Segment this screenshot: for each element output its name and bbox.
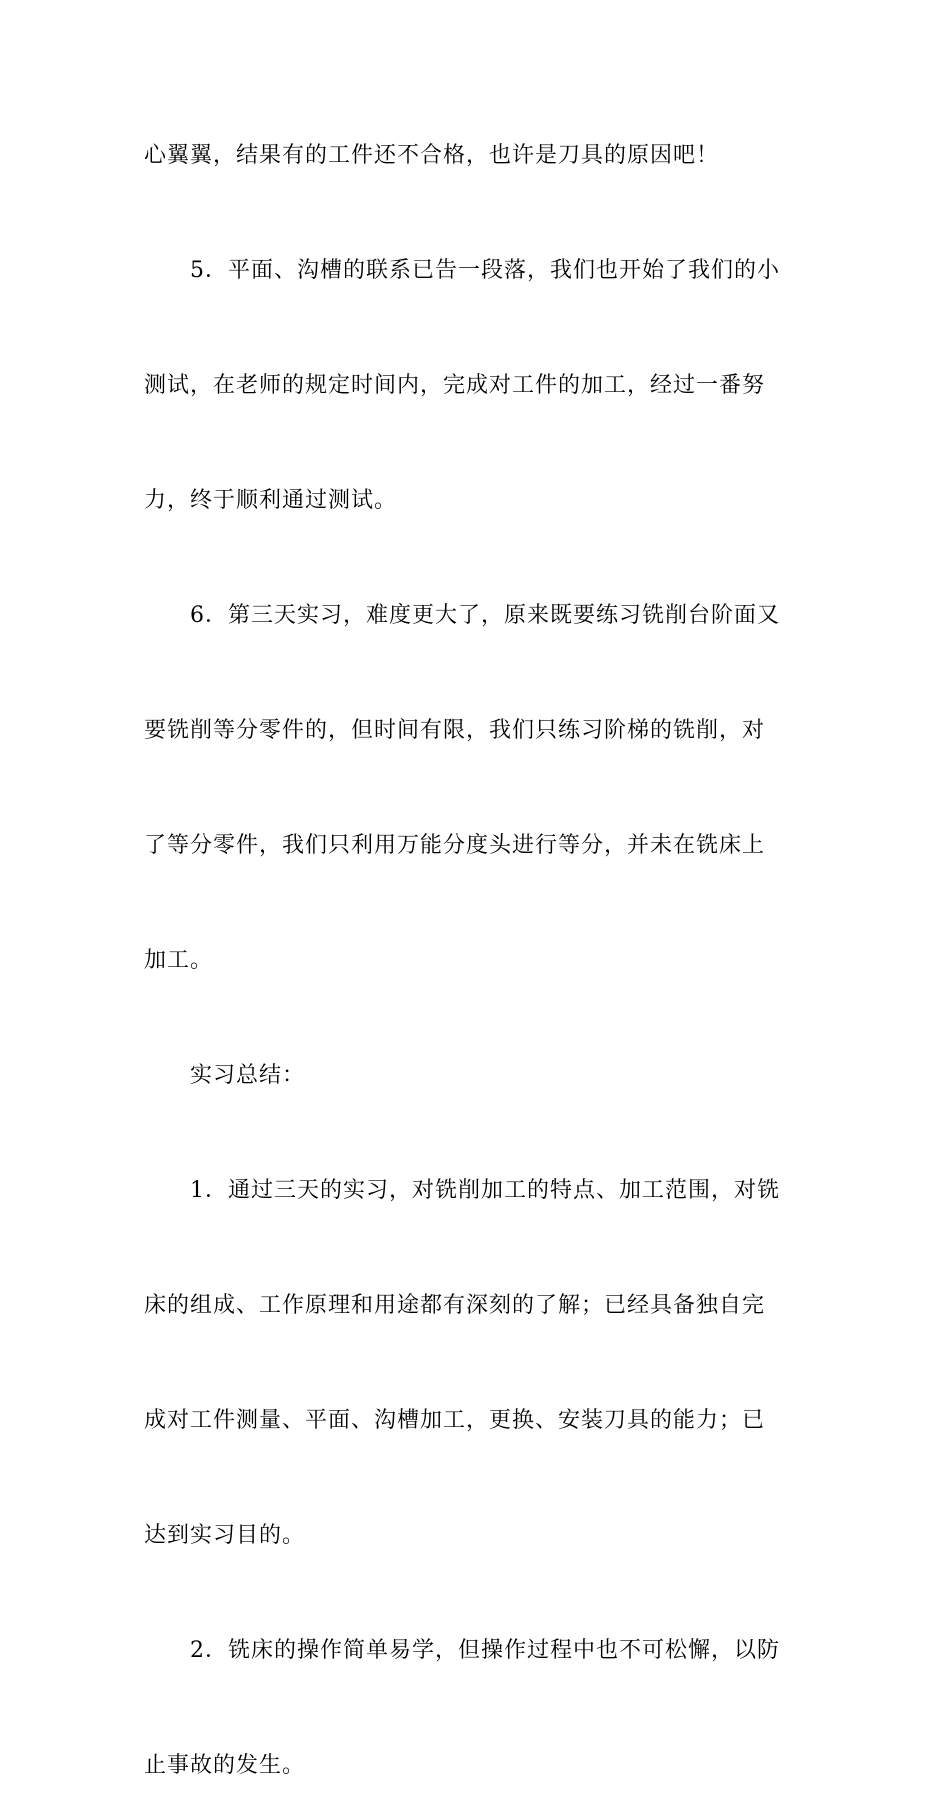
document-body [144, 127, 806, 1795]
paragraph-gap [144, 530, 806, 588]
text-line: 了等分零件，我们只利用万能分度头进行等分，并未在铣床上 [144, 833, 766, 858]
text-line: 心翼翼，结果有的工件还不合格，也许是刀具的原因吧！ [144, 143, 720, 168]
text-line: 床的组成、工作原理和用途都有深刻的了解；已经具备独自完 [144, 1293, 766, 1318]
text-line: 1．通过三天的实习，对铣削加工的特点、加工范围，对铣 [190, 1178, 780, 1203]
paragraph-gap [144, 1220, 806, 1278]
text-line: 加工。 [144, 948, 214, 973]
text-line: 成对工件测量、平面、沟槽加工，更换、安装刀具的能力；已 [144, 1408, 766, 1433]
paragraph-gap [144, 1680, 806, 1738]
text-line: 达到实习目的。 [144, 1523, 306, 1548]
text-line: 止事故的发生。 [144, 1753, 306, 1778]
text-line: 5．平面、沟槽的联系已告一段落，我们也开始了我们的小 [190, 258, 780, 283]
text-line: 要铣削等分零件的，但时间有限，我们只练习阶梯的铣削，对 [144, 718, 766, 743]
paragraph-gap [144, 760, 806, 818]
paragraph-gap [144, 300, 806, 358]
paragraph-gap [144, 645, 806, 703]
paragraph-gap [144, 415, 806, 473]
paragraph-gap [144, 1450, 806, 1508]
paragraph-gap [144, 875, 806, 933]
paragraph-gap [144, 185, 806, 243]
paragraph-gap [144, 1335, 806, 1393]
paragraph-gap [144, 1565, 806, 1623]
text-line: 测试，在老师的规定时间内，完成对工件的加工，经过一番努 [144, 373, 766, 398]
paragraph-gap [144, 990, 806, 1048]
paragraph-gap [144, 1105, 806, 1163]
text-line: 6．第三天实习，难度更大了，原来既要练习铣削台阶面又 [190, 603, 780, 628]
text-line: 力，终于顺利通过测试。 [144, 488, 398, 513]
section-heading: 实习总结： [190, 1063, 306, 1088]
text-line: 2．铣床的操作简单易学，但操作过程中也不可松懈，以防 [190, 1638, 780, 1663]
